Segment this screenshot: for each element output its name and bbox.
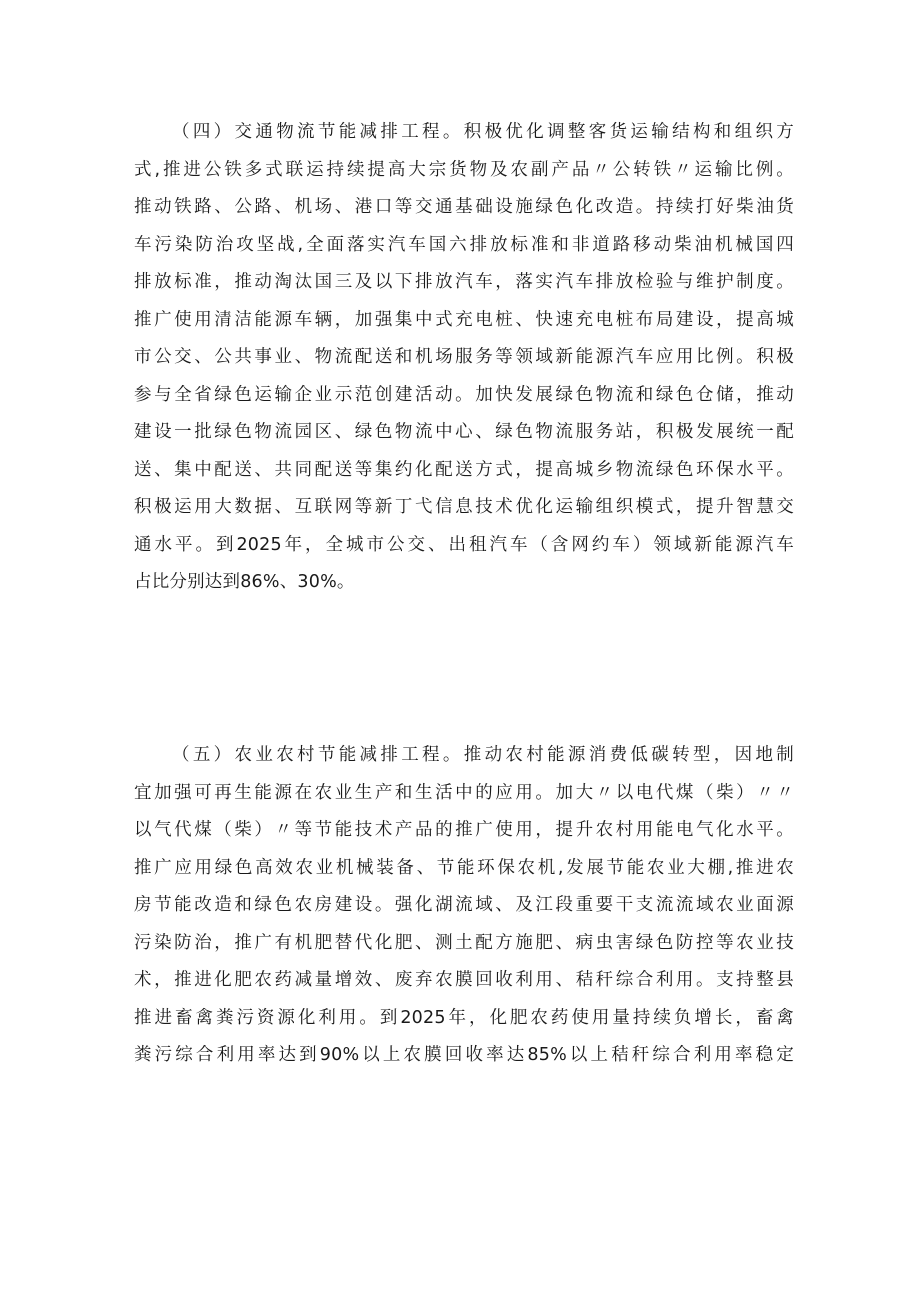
- paragraph-line: 式,推进公铁多式联运持续提高大宗货物及农副产品〃公转铁〃运输比例。: [134, 159, 794, 180]
- paragraph-line: 推进畜禽粪污资源化利用。到2025年，化肥农药使用量持续负增长，畜禽: [134, 1007, 794, 1028]
- paragraph-line: 以气代煤（柴）〃等节能技术产品的推广使用，提升农村用能电气化水平。: [134, 820, 794, 840]
- paragraph-line: 车污染防治攻坚战,全面落实汽车国六排放标准和非道路移动柴油机械国四: [134, 234, 794, 255]
- paragraph-line: （四）交通物流节能减排工程。积极优化调整客货运输结构和组织方: [172, 122, 794, 142]
- paragraph-line: 占比分别达到86%、30%。: [134, 572, 355, 592]
- paragraph-line: 排放标准，推动淘汰国三及以下排放汽车，落实汽车排放检验与维护制度。: [134, 272, 794, 292]
- paragraph-line: 通水平。到2025年，全城市公交、出租汽车（含网约车）领域新能源汽车: [134, 534, 794, 555]
- paragraph-line: （五）农业农村节能减排工程。推动农村能源消费低碳转型，因地制: [172, 745, 794, 765]
- paragraph-line: 推广使用清洁能源车辆，加强集中式充电桩、快速充电桩布局建设，提高城: [134, 309, 794, 330]
- paragraph-line: 推动铁路、公路、机场、港口等交通基础设施绿色化改造。持续打好柴油货: [134, 197, 794, 217]
- paragraph-line: 推广应用绿色高效农业机械装备、节能环保农机,发展节能农业大棚,推进农: [134, 857, 794, 878]
- paragraph-line: 宜加强可再生能源在农业生产和生活中的应用。加大〃以电代煤（柴）〃〃: [134, 782, 794, 803]
- paragraph-transport-logistics: [134, 114, 794, 602]
- paragraph-line: 送、集中配送、共同配送等集约化配送方式，提高城乡物流绿色环保水平。: [134, 459, 794, 480]
- paragraph-line: 积极运用大数据、互联网等新丁弋信息技术优化运输组织模式，提升智慧交: [134, 497, 794, 517]
- paragraph-line: 建设一批绿色物流园区、绿色物流中心、绿色物流服务站，积极发展统一配: [134, 422, 794, 442]
- paragraph-line: 污染防治，推广有机肥替代化肥、测土配方施肥、病虫害绿色防控等农业技: [134, 932, 794, 953]
- paragraph-line: 房节能改造和绿色农房建设。强化湖流域、及江段重要干支流流域农业面源: [134, 895, 794, 915]
- paragraph-line: 术，推进化肥农药减量增效、废弃农膜回收利用、秸秆综合利用。支持整县: [134, 970, 794, 990]
- paragraph-line: 参与全省绿色运输企业示范创建活动。加快发展绿色物流和绿色仓储，推动: [134, 384, 794, 405]
- paragraph-line: 市公交、公共事业、物流配送和机场服务等领域新能源汽车应用比例。积极: [134, 347, 794, 367]
- paragraph-line: 粪污综合利用率达到90%以上农膜回收率达85%以上秸秆综合利用率稳定: [134, 1045, 794, 1065]
- paragraph-agriculture-rural: [134, 737, 794, 1075]
